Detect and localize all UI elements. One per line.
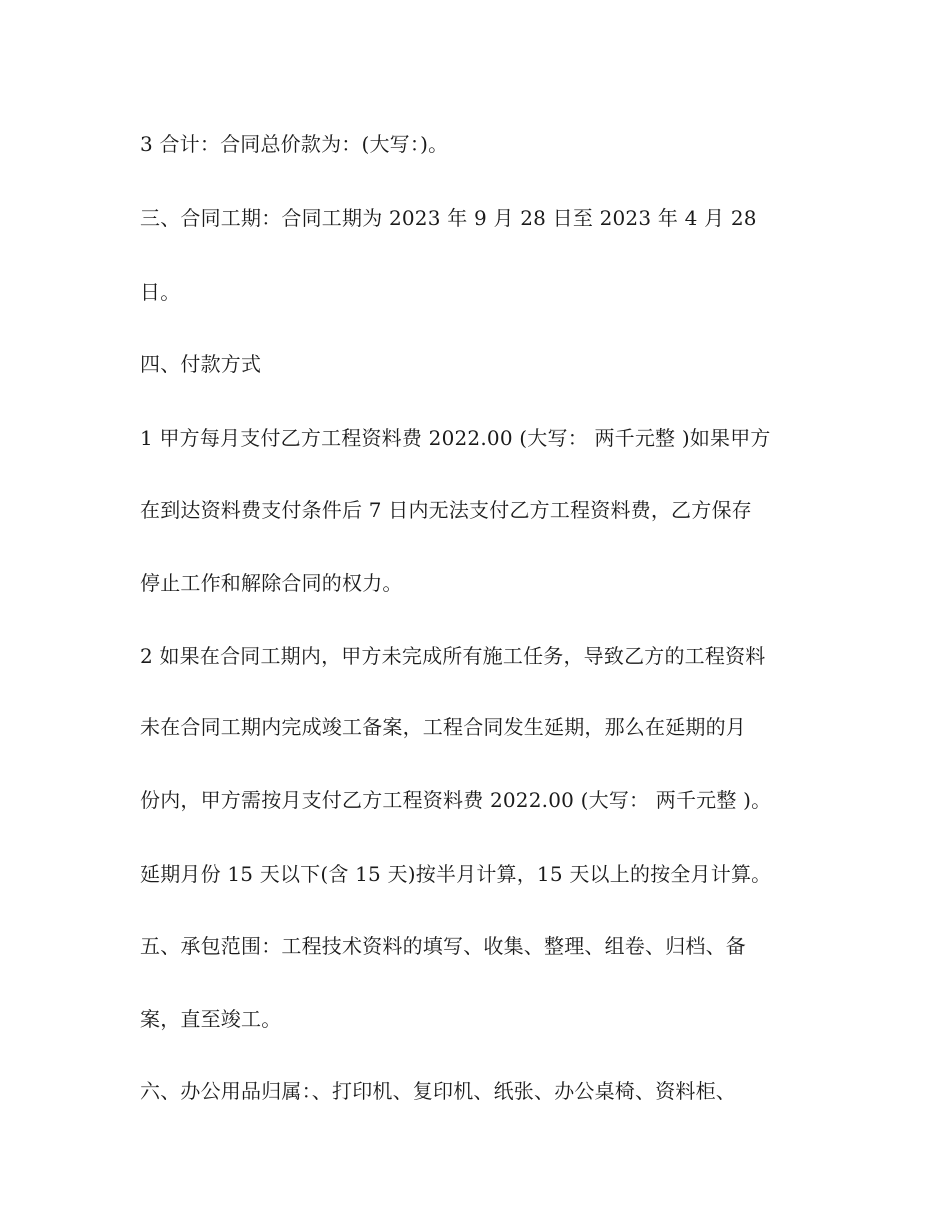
text-line-scope-end: 案，直至竣工。 [140, 1007, 282, 1031]
text-line-payment-2-fee: 份内，甲方需按月支付乙方工程资料费 2022.00 (大写： 两千元整 )。 [140, 788, 772, 812]
text-line-payment-1: 1 甲方每月支付乙方工程资料费 2022.00 (大写： 两千元整 )如果甲方 [140, 426, 771, 450]
text-line-contract-period-end: 日。 [140, 280, 181, 304]
text-line-payment-1-cont: 在到达资料费支付条件后 7 日内无法支付乙方工程资料费，乙方保存 [140, 498, 752, 522]
section-heading-payment: 四、付款方式 [140, 352, 262, 376]
text-line-payment-1-end: 停止工作和解除合同的权力。 [140, 571, 403, 595]
text-line-scope: 五、承包范围：工程技术资料的填写、收集、整理、组卷、归档、备 [140, 934, 746, 958]
text-line-payment-2-cont: 未在合同工期内完成竣工备案，工程合同发生延期，那么在延期的月 [140, 715, 746, 739]
text-line-payment-2: 2 如果在合同工期内，甲方未完成所有施工任务，导致乙方的工程资料 [140, 644, 766, 668]
text-line-office-supplies: 六、办公用品归属：、打印机、复印机、纸张、办公桌椅、资料柜、 [140, 1079, 736, 1103]
text-line-contract-period: 三、合同工期：合同工期为 2023 年 9 月 28 日至 2023 年 4 月 28 [140, 206, 757, 230]
text-line-total-price: 3 合计：合同总价款为：(大写：)。 [140, 132, 449, 156]
text-line-extension-rule: 延期月份 15 天以下(含 15 天)按半月计算，15 天以上的按全月计算。 [140, 862, 772, 886]
